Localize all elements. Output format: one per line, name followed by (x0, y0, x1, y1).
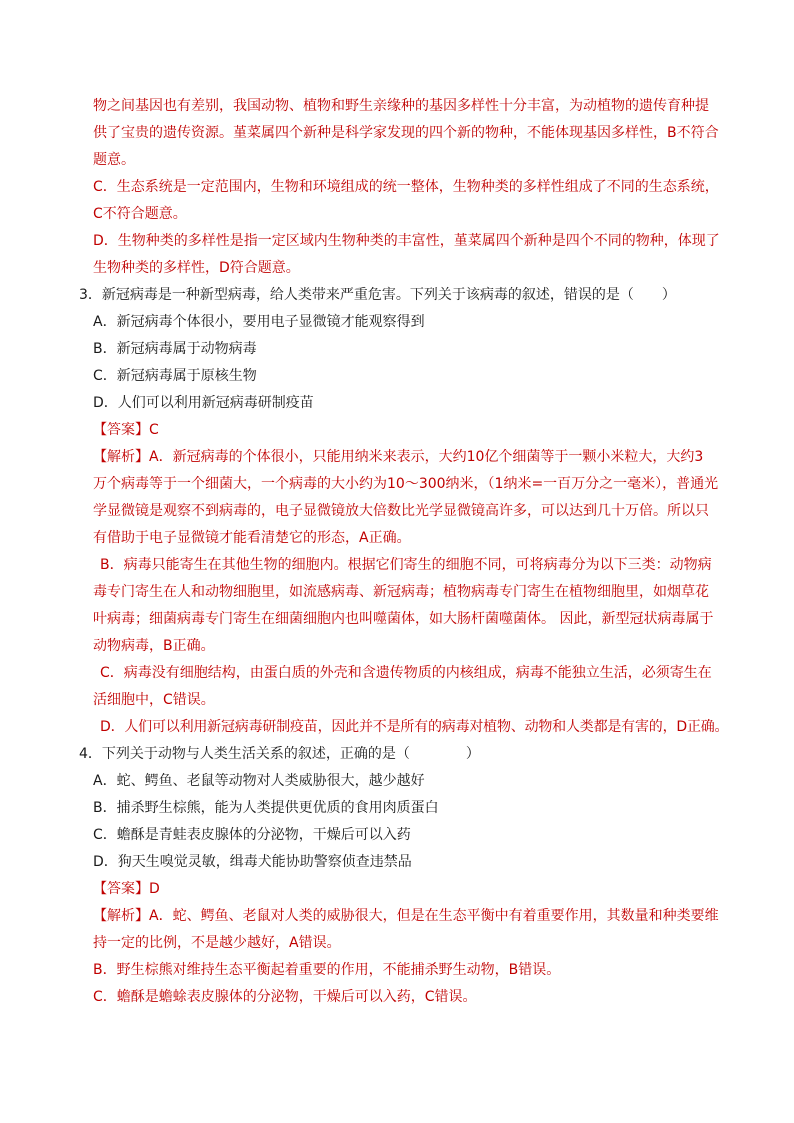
q3-analysis-option-c: C．病毒没有细胞结构，由蛋白质的外壳和含遗传物质的内核组成，病毒不能独立生活，必须寄生在 (100, 665, 712, 681)
analysis-text: A．新冠病毒的个体很小，只能用纳米来表示，大约10亿个细菌等于一颗小米粒大，大约3 (149, 449, 704, 465)
analysis-tag: 【解析】 (93, 908, 149, 924)
q3-analysis-line: 万个病毒等于一个细菌大，一个病毒的大小约为10～300纳米，（1纳米=一百万分之一毫米），普通光 (93, 476, 719, 492)
q4-analysis-line: 持一定的比例，不是越少越好，A错误。 (93, 935, 341, 951)
q4-stem: 4．下列关于动物与人类生活关系的叙述，正确的是（ ） (79, 746, 480, 762)
answer-value: C (149, 422, 159, 438)
q3-answer (93, 420, 159, 440)
q4-analysis-option-c: C．蟾酥是蟾蜍表皮腺体的分泌物，干燥后可以入药，C错误。 (93, 989, 477, 1005)
q4-analysis-option-b: B．野生棕熊对维持生态平衡起着重要的作用，不能捕杀野生动物，B错误。 (93, 962, 561, 978)
q4-option-c: C．蟾酥是青蛙表皮腺体的分泌物，干燥后可以入药 (93, 827, 411, 843)
q2-analysis-line: 物之间基因也有差别，我国动物、植物和野生亲缘种的基因多样性十分丰富，为动植物的遗传育种提 (93, 98, 709, 114)
q2-analysis-line: 题意。 (93, 152, 135, 168)
q3-option-a: A．新冠病毒个体很小，要用电子显微镜才能观察得到 (93, 314, 425, 330)
q4-option-d: D．狗天生嗅觉灵敏，缉毒犬能协助警察侦查违禁品 (93, 854, 412, 870)
q3-analysis-line: 活细胞中，C错误。 (93, 692, 215, 708)
answer-tag: 【答案】 (93, 881, 149, 897)
q2-analysis-option-c: C．生态系统是一定范围内，生物和环境组成的统一整体，生物种类的多样性组成了不同的生态系统， (93, 179, 719, 195)
q4-option-b: B．捕杀野生棕熊，能为人类提供更优质的食用肉质蛋白 (93, 800, 439, 816)
q3-analysis-option-d: D．人们可以利用新冠病毒研制疫苗，因此并不是所有的病毒对植物、动物和人类都是有害的，D正确。 (100, 719, 729, 735)
q3-analysis-line: 有借助于电子显微镜才能看清楚它的形态，A正确。 (93, 530, 411, 546)
q3-analysis-line: 学显微镜是观察不到病毒的，电子显微镜放大倍数比光学显微镜高许多，可以达到几十万倍。所以只 (93, 503, 709, 519)
q3-analysis-option-b: B．病毒只能寄生在其他生物的细胞内。根据它们寄生的细胞不同，可将病毒分为以下三类：动物病 (100, 557, 712, 573)
q4-option-a: A．蛇、鳄鱼、老鼠等动物对人类威胁很大，越少越好 (93, 773, 425, 789)
q3-option-c: C．新冠病毒属于原核生物 (93, 368, 257, 384)
answer-tag: 【答案】 (93, 422, 149, 438)
q2-analysis-line: 供了宝贵的遗传资源。堇菜属四个新种是科学家发现的四个新的物种，不能体现基因多样性，B不符合 (93, 125, 719, 141)
q2-analysis-line: C不符合题意。 (93, 206, 187, 222)
q4-analysis-option-a (93, 906, 719, 926)
q3-analysis-line: 毒专门寄生在人和动物细胞里，如流感病毒、新冠病毒；植物病毒专门寄生在植物细胞里，如烟草花 (93, 584, 709, 600)
q2-analysis-option-d: D．生物种类的多样性是指一定区域内生物种类的丰富性，堇菜属四个新种是四个不同的物种，体现了 (93, 233, 720, 249)
q3-option-b: B．新冠病毒属于动物病毒 (93, 341, 257, 357)
q3-stem: 3．新冠病毒是一种新型病毒，给人类带来严重危害。下列关于该病毒的叙述，错误的是（ ） (79, 287, 676, 303)
q3-analysis-line: 动物病毒，B正确。 (93, 638, 215, 654)
q3-option-d: D．人们可以利用新冠病毒研制疫苗 (93, 395, 314, 411)
q2-analysis-line: 生物种类的多样性，D符合题意。 (93, 260, 300, 276)
analysis-tag: 【解析】 (93, 449, 149, 465)
analysis-text: A．蛇、鳄鱼、老鼠对人类的威胁很大，但是在生态平衡中有着重要作用，其数量和种类要维 (149, 908, 719, 924)
q4-answer (93, 879, 160, 899)
answer-value: D (149, 881, 160, 897)
q3-analysis-line: 叶病毒；细菌病毒专门寄生在细菌细胞内也叫噬菌体，如大肠杆菌噬菌体。 因此，新型冠状病毒属于 (93, 611, 714, 627)
q3-analysis-option-a (93, 447, 703, 467)
